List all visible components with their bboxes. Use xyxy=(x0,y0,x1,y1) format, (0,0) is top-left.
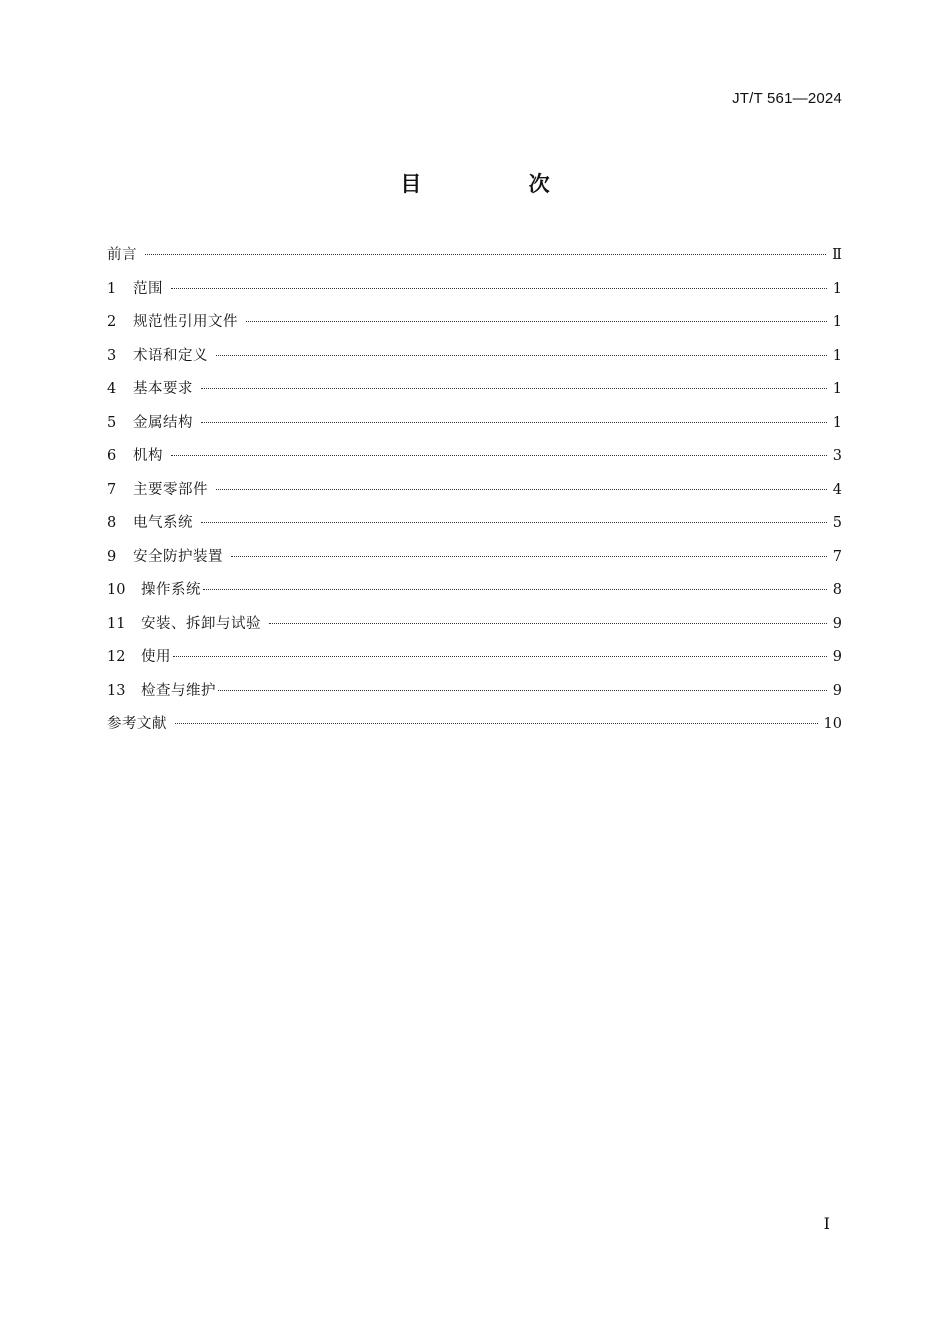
toc-leader-dots xyxy=(175,723,818,724)
toc-item-2[interactable] xyxy=(107,310,842,344)
toc-item-page: 9 xyxy=(832,649,842,665)
toc-item-7[interactable] xyxy=(107,478,842,512)
toc-item-10[interactable] xyxy=(107,578,842,612)
toc-item-label: 主要零部件 xyxy=(133,481,208,498)
toc-leader-dots xyxy=(203,589,827,590)
toc-item-9[interactable] xyxy=(107,545,842,579)
toc-leader-dots xyxy=(145,254,826,255)
toc-item-11[interactable] xyxy=(107,612,842,646)
toc-item-number: 13 xyxy=(107,682,126,699)
toc-item-6[interactable] xyxy=(107,444,842,478)
toc-item-label: 电气系统 xyxy=(133,515,193,531)
toc-item-number: 9 xyxy=(107,548,117,565)
toc-item-5[interactable] xyxy=(107,411,842,445)
toc-item-page: 7 xyxy=(832,548,842,565)
toc-item-number: 5 xyxy=(107,414,117,431)
toc-item-number: 2 xyxy=(107,314,117,330)
toc-item-label: 参考文献 xyxy=(107,716,167,732)
page-title: 目 次 xyxy=(400,172,600,196)
toc-leader-dots xyxy=(201,522,827,523)
toc-item-page: 4 xyxy=(832,481,842,498)
toc-item-page: 8 xyxy=(832,582,842,598)
toc-item-number: 11 xyxy=(107,615,126,632)
toc-leader-dots xyxy=(216,489,827,490)
toc-item-page: 1 xyxy=(832,280,842,297)
toc-item-label: 金属结构 xyxy=(133,414,193,431)
toc-item-foreword[interactable] xyxy=(107,243,842,277)
toc-item-page: 9 xyxy=(832,615,842,632)
toc-leader-dots xyxy=(201,422,827,423)
toc-item-1[interactable] xyxy=(107,277,842,311)
toc-item-13[interactable] xyxy=(107,679,842,713)
toc-item-8[interactable] xyxy=(107,511,842,545)
toc-item-3[interactable] xyxy=(107,344,842,378)
toc-item-page: 1 xyxy=(832,347,842,364)
toc-leader-dots xyxy=(246,321,827,322)
page-number: I xyxy=(823,1214,830,1233)
toc-item-number: 3 xyxy=(107,347,117,364)
document-code: JT/T 561—2024 xyxy=(732,90,842,107)
toc-item-number: 8 xyxy=(107,515,117,531)
toc-item-label: 检查与维护 xyxy=(141,682,216,699)
toc-item-label: 前言 xyxy=(107,247,137,263)
toc-item-label: 机构 xyxy=(133,448,163,464)
toc-item-page: 9 xyxy=(832,682,842,699)
toc-item-label: 使用 xyxy=(141,649,171,665)
toc-item-page: Ⅱ xyxy=(832,247,842,263)
toc-leader-dots xyxy=(201,388,827,389)
toc-item-label: 规范性引用文件 xyxy=(133,314,238,330)
toc-item-page: 1 xyxy=(832,381,842,397)
toc-item-label: 安全防护装置 xyxy=(133,548,223,565)
toc-leader-dots xyxy=(231,556,827,557)
toc-leader-dots xyxy=(218,690,827,691)
toc-item-label: 操作系统 xyxy=(141,582,201,598)
toc-item-label: 术语和定义 xyxy=(133,347,208,364)
table-of-contents xyxy=(107,243,842,746)
toc-item-number: 6 xyxy=(107,448,117,464)
toc-item-number: 1 xyxy=(107,280,117,297)
toc-item-number: 10 xyxy=(107,582,126,598)
toc-item-page: 3 xyxy=(832,448,842,464)
toc-leader-dots xyxy=(173,656,827,657)
toc-item-references[interactable] xyxy=(107,712,842,746)
toc-item-label: 基本要求 xyxy=(133,381,193,397)
toc-item-page: 10 xyxy=(823,716,842,732)
toc-item-4[interactable] xyxy=(107,377,842,411)
toc-item-number: 7 xyxy=(107,481,117,498)
toc-item-label: 安装、拆卸与试验 xyxy=(141,615,261,632)
toc-leader-dots xyxy=(269,623,827,624)
toc-leader-dots xyxy=(171,288,827,289)
toc-item-number: 12 xyxy=(107,649,126,665)
toc-leader-dots xyxy=(171,455,827,456)
toc-leader-dots xyxy=(216,355,827,356)
toc-item-12[interactable] xyxy=(107,645,842,679)
toc-item-page: 1 xyxy=(832,314,842,330)
toc-item-label: 范围 xyxy=(133,280,163,297)
toc-item-number: 4 xyxy=(107,381,117,397)
toc-item-page: 5 xyxy=(832,515,842,531)
toc-item-page: 1 xyxy=(832,414,842,431)
